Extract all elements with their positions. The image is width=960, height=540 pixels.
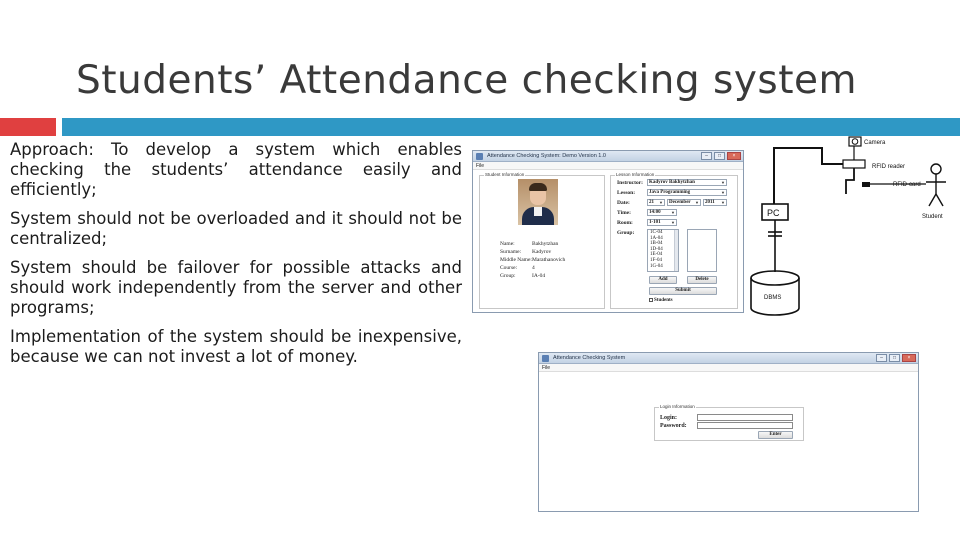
accent-bar-red [0, 118, 56, 136]
bullet-text: Approach: To develop a system which enables checking the students’ attendance easily and efficiently; [10, 140, 462, 199]
student-middle-value: Marathanovich [532, 257, 566, 263]
instructor-label: Instructor: [617, 180, 643, 186]
student-name-label: Name: [500, 241, 515, 247]
app-icon [542, 355, 549, 362]
checkbox-icon [649, 298, 653, 302]
rfid-reader-label: RFID reader [872, 164, 906, 170]
rfid-card-label: RFID-card [893, 182, 921, 188]
chevron-down-icon: ▼ [671, 220, 675, 225]
student-middle-row [500, 257, 565, 263]
bullet-item [0, 209, 462, 249]
maximize-icon[interactable]: □ [714, 152, 725, 160]
student-surname-row [500, 249, 551, 255]
attendance-menu-file[interactable]: File [473, 162, 743, 170]
close-icon[interactable]: × [727, 152, 741, 160]
student-icon [926, 164, 946, 206]
student-surname-label: Surname: [500, 249, 522, 255]
system-diagram [742, 132, 960, 327]
room-select[interactable]: 1-101 ▼ [649, 220, 675, 225]
dbms-label: DBMS [764, 295, 782, 301]
student-group-label: Group: [500, 273, 516, 279]
pc-label: PC [767, 208, 780, 218]
student-label: Student [922, 214, 943, 220]
student-info-legend: Student Information [485, 172, 525, 177]
submit-button[interactable]: Submit [649, 287, 717, 295]
dbms-icon [751, 271, 799, 315]
minimize-icon[interactable]: – [701, 152, 712, 160]
login-window-titlebar [539, 353, 918, 364]
date-month-select[interactable]: December ▼ [669, 200, 699, 205]
student-name-value: Bakhytzhan [532, 241, 559, 247]
login-label: Login: [660, 415, 678, 421]
bullet-item [0, 140, 462, 200]
room-label: Room: [617, 220, 633, 226]
list-item[interactable]: 1C-04 [650, 230, 663, 235]
login-menu-file[interactable]: File [539, 364, 918, 372]
bullet-text: System should be failover for possible attacks and should work independently from the server and other programs; [10, 258, 462, 317]
camera-label: Camera [864, 140, 886, 146]
chevron-down-icon: ▼ [721, 180, 725, 185]
chevron-down-icon: ▼ [671, 210, 675, 215]
list-item[interactable]: 1B-04 [650, 241, 663, 247]
date-day-select[interactable]: 21 ▼ [649, 200, 663, 205]
bullet-text: Implementation of the system should be inexpensive, because we can not invest a lot of money. [10, 327, 462, 366]
list-item[interactable]: 1F-04 [650, 257, 662, 263]
login-info-legend: Login Information [660, 404, 695, 409]
attendance-window-title: Attendance Checking System: Demo Version 1.0 [487, 153, 606, 159]
camera-icon [849, 137, 861, 146]
date-year-select[interactable]: 2011 ▼ [705, 200, 725, 205]
close-icon[interactable]: × [902, 354, 916, 362]
student-course-value: 4 [532, 265, 535, 271]
rfid-reader-icon [843, 160, 865, 168]
group-label: Group: [617, 230, 635, 236]
lesson-label: Lesson: [617, 190, 636, 196]
scrollbar[interactable] [674, 230, 678, 271]
student-group-value: IA-04 [532, 273, 546, 279]
list-item[interactable]: 1E-04 [650, 252, 663, 258]
password-input[interactable] [697, 422, 793, 429]
password-label: Password: [660, 423, 687, 429]
attendance-window [472, 150, 744, 313]
bullet-item [0, 327, 462, 367]
students-checkbox[interactable]: Students [649, 298, 673, 303]
login-window [538, 352, 919, 512]
chevron-down-icon: ▼ [721, 190, 725, 195]
lesson-select[interactable]: Java Programming ▼ [649, 190, 725, 195]
time-label: Time: [617, 210, 631, 216]
student-course-row [500, 265, 535, 271]
chevron-down-icon: ▼ [695, 200, 699, 205]
enter-button[interactable]: Enter [758, 431, 793, 439]
add-button[interactable]: Add [649, 276, 677, 284]
student-surname-value: Kadyrov [532, 249, 552, 255]
login-window-title: Attendance Checking System [553, 355, 626, 361]
bullet-item [0, 258, 462, 318]
selected-groups-listbox[interactable] [687, 229, 717, 272]
lesson-info-legend: Lesson Information [616, 172, 655, 177]
delete-button[interactable]: Delete [687, 276, 717, 284]
list-item[interactable]: 1G-04 [650, 263, 663, 269]
chevron-down-icon: ▼ [721, 200, 725, 205]
instructor-select[interactable]: Kadyrov Bakhytzhan ▼ [649, 180, 725, 185]
app-icon [476, 153, 483, 160]
date-label: Date: [617, 200, 630, 206]
bullet-list [0, 140, 462, 376]
student-course-label: Course: [500, 265, 518, 271]
time-select[interactable]: 14:00 ▼ [649, 210, 675, 215]
login-input[interactable] [697, 414, 793, 421]
rfid-card-icon [862, 182, 870, 187]
bullet-text: System should not be overloaded and it should not be centralized; [10, 209, 462, 248]
student-photo [518, 179, 558, 225]
slide-title: Students’ Attendance checking system [76, 58, 858, 103]
list-item[interactable]: 1D-04 [650, 246, 663, 252]
student-middle-label: Middle Name: [500, 257, 532, 263]
minimize-icon[interactable]: – [876, 354, 887, 362]
student-name-row [500, 241, 558, 247]
maximize-icon[interactable]: □ [889, 354, 900, 362]
chevron-down-icon: ▼ [659, 200, 663, 205]
attendance-window-titlebar [473, 151, 743, 162]
student-group-row [500, 273, 545, 279]
list-item[interactable]: 1A-04 [650, 235, 663, 241]
group-listbox[interactable] [647, 229, 679, 272]
